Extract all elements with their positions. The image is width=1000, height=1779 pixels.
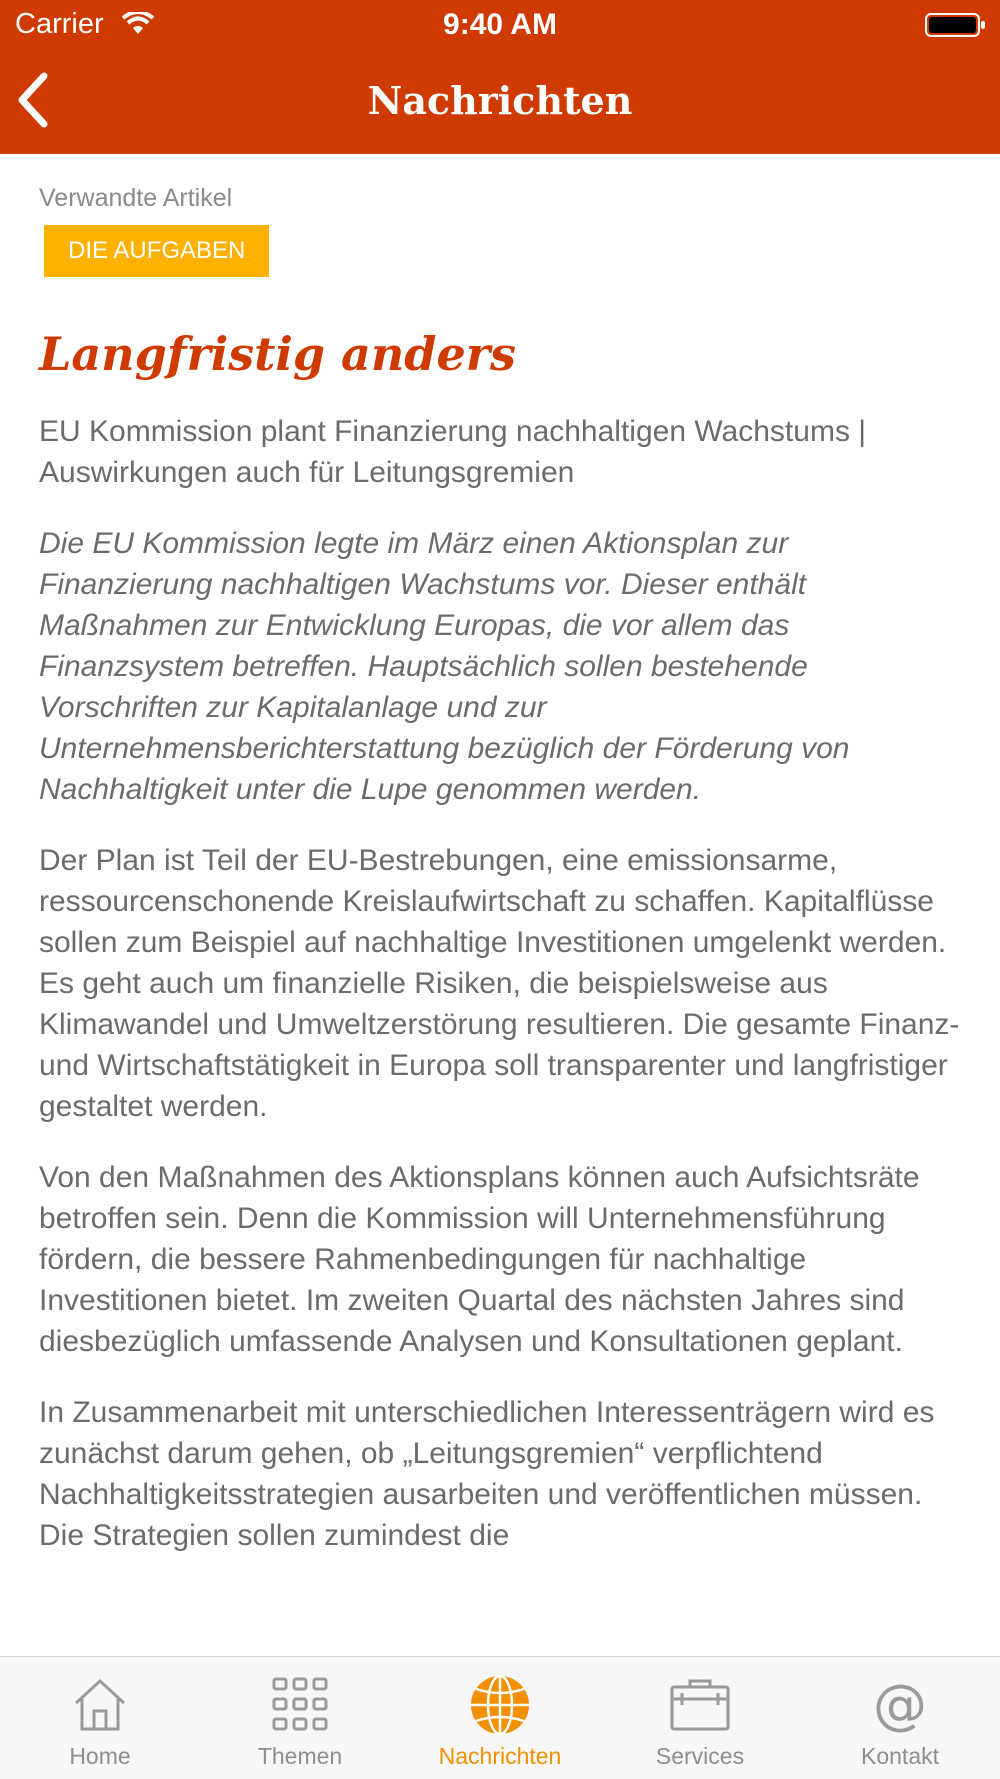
status-time: 9:40 AM [443, 8, 557, 41]
nav-bar [0, 60, 1000, 150]
related-tag-button[interactable]: DIE AUFGABEN [44, 225, 269, 277]
carrier-label: Carrier [15, 8, 104, 40]
at-icon [868, 1673, 932, 1737]
grid-icon [268, 1673, 332, 1737]
article-paragraph: Von den Maßnahmen des Aktionsplans können auch Aufsichtsräte betroffen sein. Denn die Kommission will Unternehmensführung fördern, die bessere Rahmenbedingungen für nachhaltige Investitionen bietet. Im zweiten Quartal des nächsten Jahres sind diesbezüglich umfassende Analysen und Konsultationen geplant. [39, 1161, 920, 1358]
tab-nachrichten[interactable] [400, 1657, 600, 1779]
status-bar [0, 0, 1000, 50]
article-title: Langfristig anders [39, 327, 516, 381]
tab-label: Nachrichten [438, 1743, 562, 1769]
tab-home[interactable] [0, 1657, 200, 1779]
svg-text:@: @ [873, 1673, 927, 1736]
battery-icon [925, 12, 987, 43]
home-icon [68, 1673, 132, 1737]
article-paragraph: In Zusammenarbeit mit unterschiedlichen Interessenträgern wird es zunächst darum gehen, ob „Leitungsgremien“ verpflichtend Nachhaltigkeitsstrategien ausarbeiten und veröffentlichen müssen. Die Strategien sollen zumindest die [39, 1396, 935, 1552]
tab-label: Themen [257, 1743, 343, 1769]
article-paragraph: Der Plan ist Teil der EU-Bestrebungen, eine emissionsarme, ressourcenschonende Kreislaufwirtschaft zu schaffen. Kapitalflüsse sollen zum Beispiel auf nachhaltige Investitionen umgelenkt werden. Es geht auch um finanzielle Risiken, die beispielsweise aus Klimawandel und Umweltzerstörung resultieren. Die gesamte Finanz- und Wirtschaftstätigkeit in Europa soll transparenter und langfristiger gestaltet werden. [39, 844, 960, 1123]
globe-icon [468, 1673, 532, 1737]
article-lead: Die EU Kommission legte im März einen Aktionsplan zur Finanzierung nachhaltigen Wachstums vor. Dieser enthält Maßnahmen zur Entwicklung Europas, die vor allem das Finanzsystem betreffen. Hauptsächlich sollen bestehende Vorschriften zur Kapitalanlage und zur Unternehmensberichterstattung bezüglich der Förderung von Nachhaltigkeit unter die Lupe genommen werden. [39, 527, 850, 806]
page-title: Nachrichten [367, 78, 633, 123]
related-articles-label: Verwandte Artikel [39, 184, 233, 212]
article-scroll-area[interactable] [0, 154, 1000, 1656]
tab-services[interactable] [600, 1657, 800, 1779]
tab-label: Home [69, 1743, 131, 1769]
briefcase-icon [668, 1673, 732, 1737]
tab-label: Kontakt [861, 1743, 939, 1769]
article-subtitle: EU Kommission plant Finanzierung nachhaltigen Wachstums | Auswirkungen auch für Leitungsgremien [39, 415, 867, 489]
tab-label: Services [655, 1743, 745, 1769]
tab-bar [0, 1656, 1000, 1779]
app-header [0, 0, 1000, 154]
tab-kontakt[interactable] [800, 1657, 1000, 1779]
tab-themen[interactable] [200, 1657, 400, 1779]
